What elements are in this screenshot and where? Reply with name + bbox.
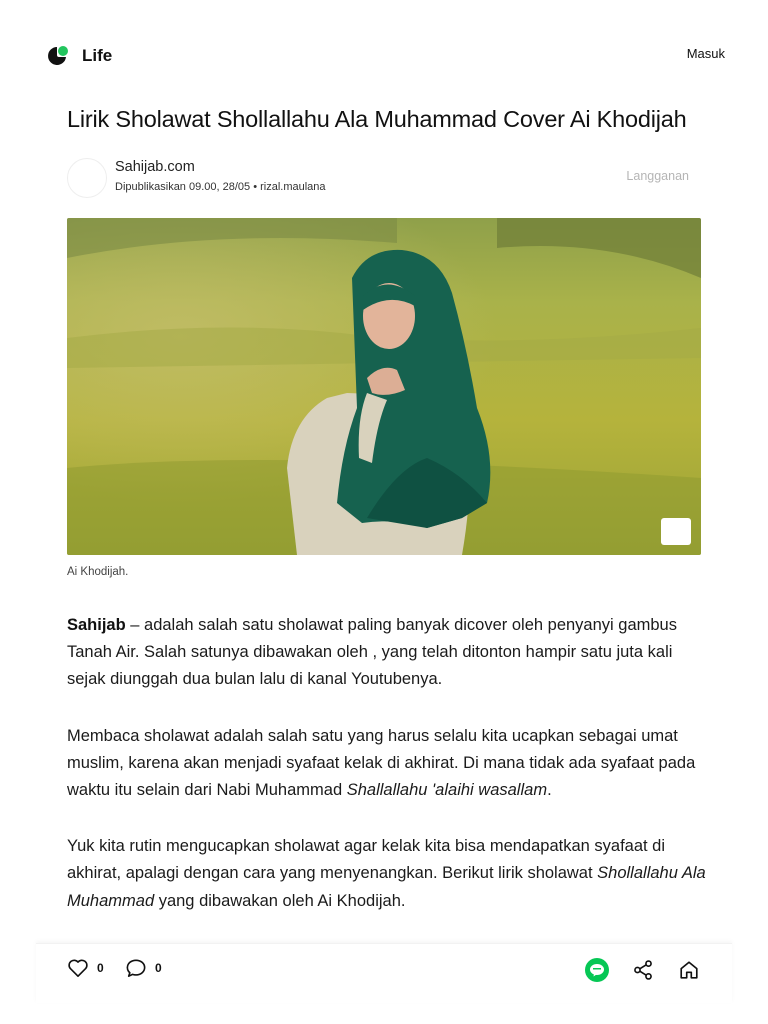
paragraph-3 [67, 833, 707, 915]
comment-count: 0 [155, 961, 162, 975]
subscribe-button[interactable]: Langganan [626, 169, 689, 183]
line-share-icon [585, 958, 609, 982]
article-title: Lirik Sholawat Shollallahu Ala Muhammad Cover Ai Khodijah [67, 106, 687, 132]
top-bar [0, 0, 768, 110]
home-button[interactable] [676, 957, 702, 983]
comment-button[interactable] [125, 958, 162, 978]
image-expand-icon[interactable] [661, 518, 691, 545]
author-block [67, 157, 701, 199]
action-bar [36, 943, 732, 1003]
brand-name: Life [82, 46, 113, 65]
life-logo-icon [46, 44, 70, 68]
heart-icon [67, 958, 89, 978]
like-button[interactable] [67, 958, 104, 978]
image-caption: Ai Khodijah. [67, 566, 129, 578]
author-avatar[interactable] [67, 158, 107, 198]
comment-icon [125, 958, 147, 978]
paragraph-2-text: Membaca sholawat adalah salah satu yang harus selalu kita ucapkan sebagai umat muslim, karena akan menjadi syafaat kelak di akhirat. Di mana tidak ada syafaat pada waktu itu selain dari Nabi Muhammad [67, 726, 696, 800]
paragraph-2-italic: Shallallahu 'alaihi wasallam [346, 781, 548, 800]
brand[interactable] [46, 44, 112, 68]
line-share-button[interactable] [584, 957, 610, 983]
source-name: Sahijab [67, 616, 126, 634]
paragraph-3-end: yang dibawakan oleh Ai Khodijah. [154, 891, 406, 910]
hero-image [67, 218, 701, 555]
home-icon [678, 959, 700, 981]
share-button[interactable] [630, 957, 656, 983]
paragraph-3-italic: Shollallahu Ala Muhammad [67, 864, 706, 910]
share-icon [632, 959, 654, 981]
paragraph-2-end: . [547, 781, 552, 800]
publish-meta: Dipublikasikan 09.00, 28/05 • rizal.maulana [115, 181, 326, 193]
paragraph-2 [67, 723, 707, 805]
paragraph-3-text: Yuk kita rutin mengucapkan sholawat agar kelak kita bisa mendapatkan syafaat di akhirat, apalagi dengan cara yang menyenangkan. Berikut lirik sholawat [67, 837, 666, 883]
paragraph-1 [67, 612, 707, 694]
author-name[interactable]: Sahijab.com [115, 159, 195, 175]
article-body [67, 612, 707, 944]
like-count: 0 [97, 961, 104, 975]
login-link[interactable]: Masuk [686, 46, 725, 61]
paragraph-1-text: – adalah salah satu sholawat paling banyak dicover oleh penyanyi gambus Tanah Air. Salah satunya dibawakan oleh , yang telah ditonton hampir satu juta kali sejak diunggah dua bulan lalu di kanal Youtubenya. [67, 616, 677, 689]
